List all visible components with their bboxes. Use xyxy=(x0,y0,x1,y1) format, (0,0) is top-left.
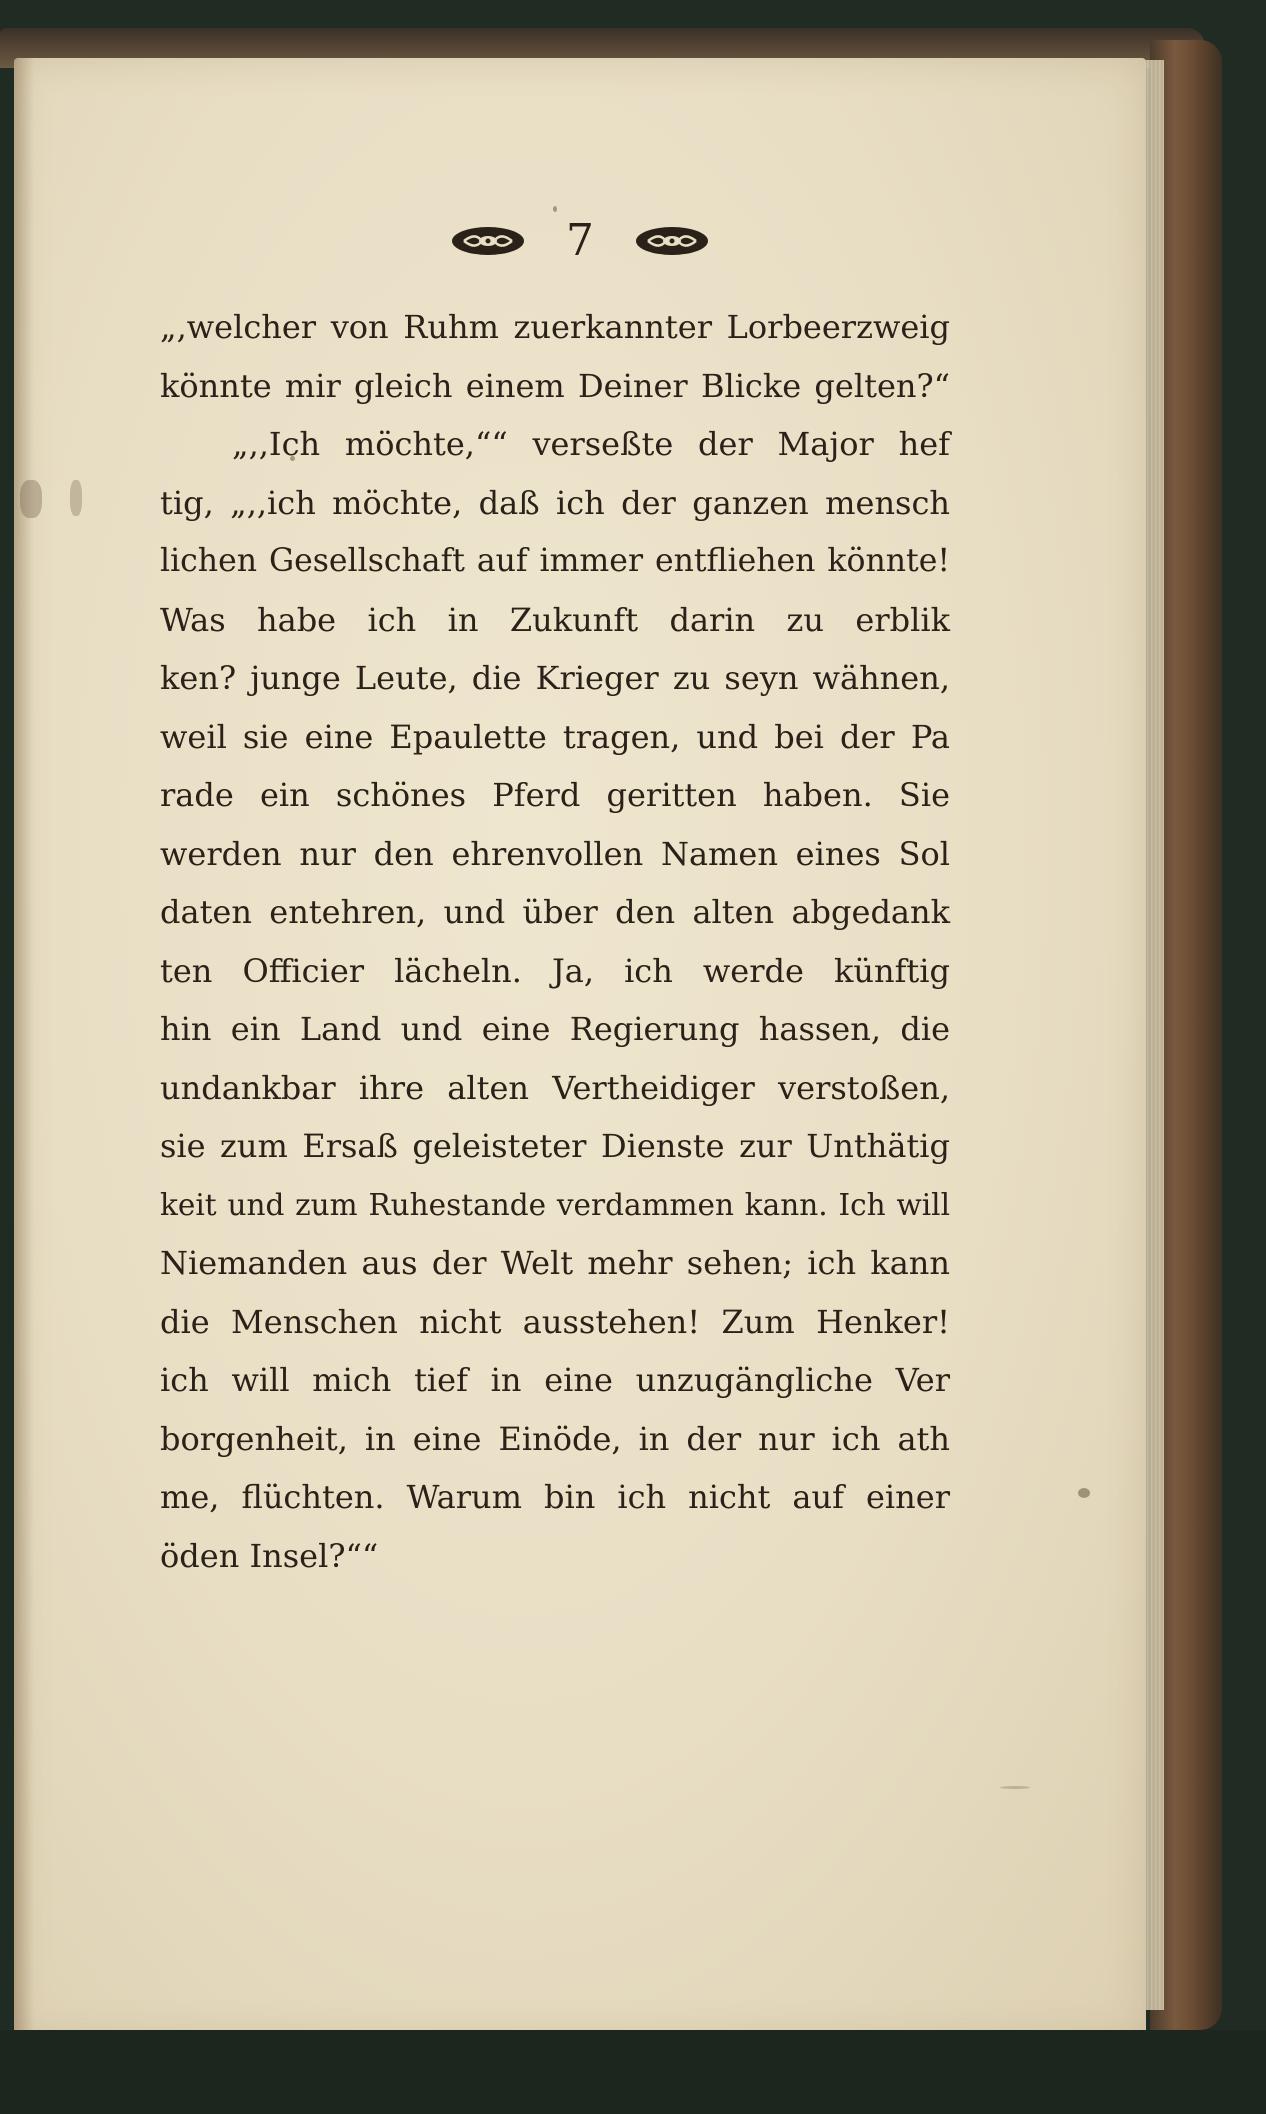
scan-background xyxy=(0,2030,1266,2114)
text-line: tig, „,,ich möchte, daß ich der ganzen mensch xyxy=(160,483,950,522)
text-line: könnte mir gleich einem Deiner Blicke gelten?“ xyxy=(160,366,950,405)
body-text xyxy=(160,298,950,1585)
text-line: werden nur den ehrenvollen Namen eines Sol xyxy=(160,834,950,873)
text-line: ten Officier lächeln. Ja, ich werde künftig xyxy=(160,951,950,990)
text-line: „,,Ich möchte,““ verseßte der Major hef xyxy=(232,425,950,463)
page-number: 7 xyxy=(566,215,594,266)
text-line: weil sie eine Epaulette tragen, und bei der Pa xyxy=(160,717,950,756)
text-line: keit und zum Ruhestande verdammen kann. Ich will xyxy=(160,1187,950,1222)
ornament-right-icon xyxy=(634,223,710,259)
text-line: borgenheit, in eine Einöde, in der nur ich ath xyxy=(160,1419,950,1458)
text-line: Was habe ich in Zukunft darin zu erblik xyxy=(160,600,950,639)
page-header xyxy=(430,214,730,268)
text-line: die Menschen nicht ausstehen! Zum Henker! xyxy=(160,1302,950,1341)
text-line: Niemanden aus der Welt mehr sehen; ich kann xyxy=(160,1244,950,1282)
page-gutter xyxy=(14,58,34,2038)
text-line: ken? junge Leute, die Krieger zu seyn wähnen, xyxy=(160,659,950,697)
text-line: rade ein schönes Pferd geritten haben. Sie xyxy=(160,776,950,814)
text-line: undankbar ihre alten Vertheidiger verstoßen, xyxy=(160,1068,950,1107)
text-line: lichen Gesellschaft auf immer entfliehen könnte! xyxy=(160,543,950,579)
text-line: ich will mich tief in eine unzugängliche Ver xyxy=(160,1361,950,1399)
text-line: sie zum Ersaß geleisteter Dienste zur Unthätig xyxy=(160,1127,950,1165)
text-line: „,welcher von Ruhm zuerkannter Lorbeerzweig xyxy=(160,308,950,346)
text-line: hin ein Land und eine Regierung hassen, die xyxy=(160,1010,950,1048)
ornament-left-icon xyxy=(450,223,526,259)
text-line: öden Insel?““ xyxy=(160,1536,379,1575)
text-line: daten entehren, und über den alten abgedank xyxy=(160,893,950,931)
text-line: me, flüchten. Warum bin ich nicht auf einer xyxy=(160,1478,950,1516)
